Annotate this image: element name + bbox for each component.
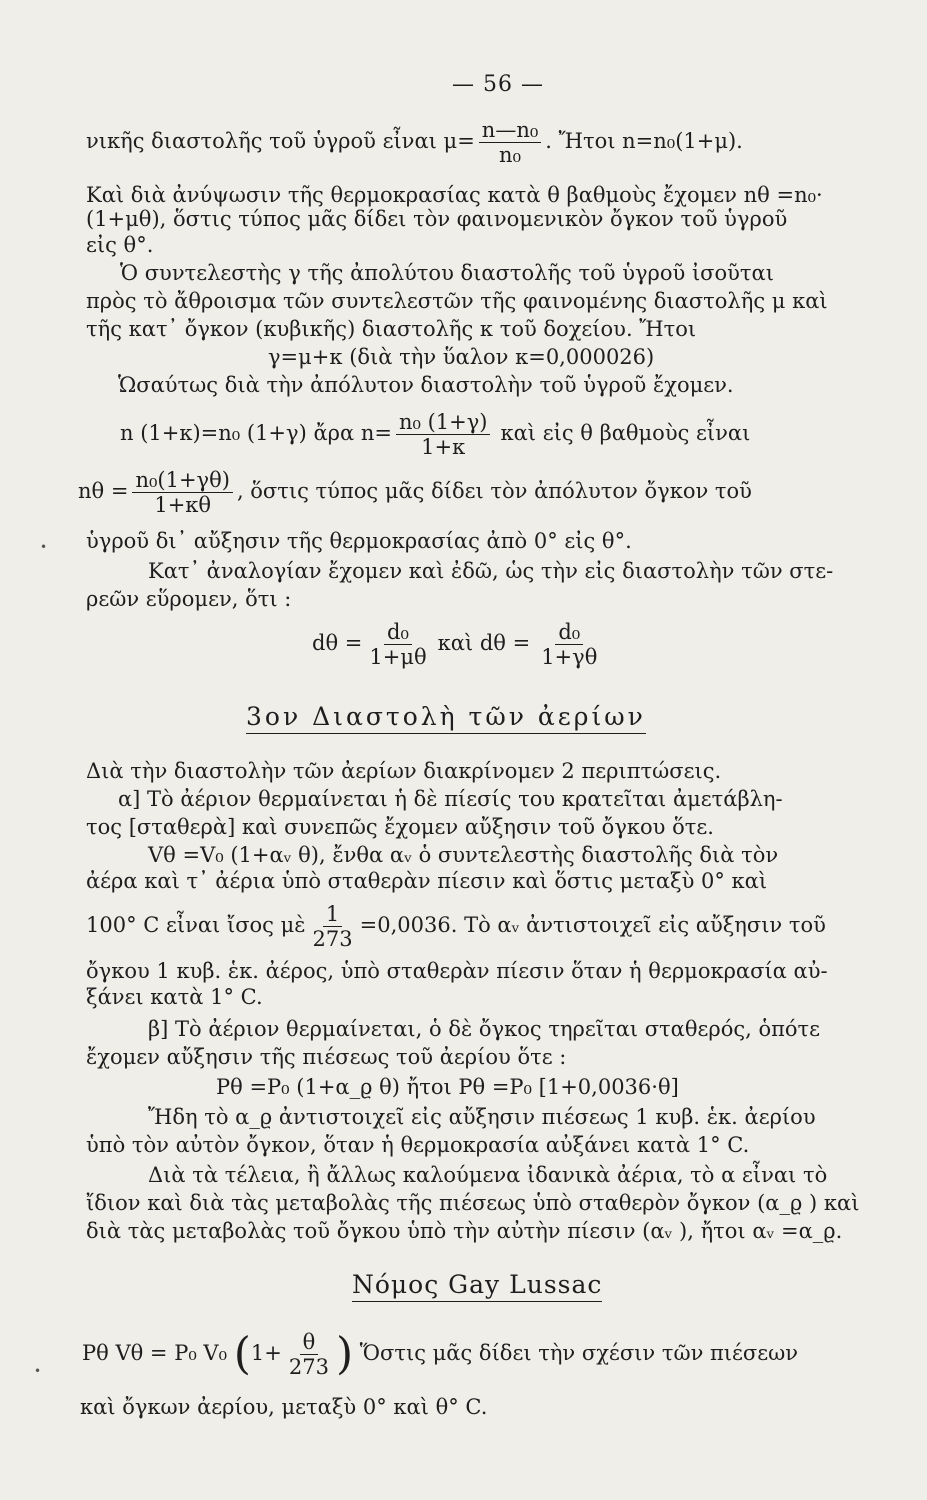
text-line: πρὸς τὸ ἄθροισμα τῶν συντελεστῶν τῆς φαινομένης διαστολῆς μ καὶ (86, 289, 828, 313)
fraction (366, 620, 429, 669)
text-line: Ὁ συντελεστὴς γ τῆς ἀπολύτου διαστολῆς τοῦ ὑγροῦ ἰσοῦται (120, 261, 774, 285)
text-line: καὶ ὄγκων ἀερίου, μεταξὺ 0° καὶ θ° C. (80, 1395, 488, 1419)
text-line: ξάνει κατὰ 1° C. (86, 985, 263, 1009)
text-line: Ὡσαύτως διὰ τὴν ἀπόλυτον διαστολὴν τοῦ ὑγροῦ ἔχομεν. (118, 373, 734, 397)
fraction (310, 902, 356, 951)
text-segment: καὶ εἰς θ βαθμοὺς εἶναι (500, 421, 751, 445)
section-heading: 3ον Διαστολὴ τῶν ἀερίων (246, 702, 646, 734)
text-line: Pθ =P₀ (1+α_ϱ θ) ἤτοι Pθ =P₀ [1+0,0036·θ] (216, 1075, 679, 1099)
text-line: ὑγροῦ δι᾿ αὔξησιν τῆς θερμοκρασίας ἀπὸ 0° εἰς θ°. (86, 529, 632, 553)
fraction (396, 410, 491, 459)
numerator: d₀ (555, 620, 583, 645)
numerator: n—n₀ (479, 118, 541, 143)
text-line (78, 468, 752, 517)
margin-speck: • (34, 1364, 42, 1378)
text-line (86, 118, 743, 167)
text-line (86, 902, 826, 951)
denominator: 273 (288, 1355, 329, 1379)
text-segment: =0,0036. Τὸ αᵥ ἀντιστοιχεῖ εἰς αὔξησιν τοῦ (359, 913, 826, 937)
text-segment: . Ἤτοι n=n₀(1+μ). (545, 129, 743, 153)
denominator: 1+κ (421, 435, 466, 459)
denominator: 1+γθ (541, 645, 598, 669)
text-line: Διὰ τὰ τέλεια, ἢ ἄλλως καλούμενα ἰδανικὰ ἀέρια, τὸ α εἶναι τὸ (148, 1163, 828, 1187)
text-line: Pθ Vθ = P₀ V₀ (1+ $\frac{\theta}{273}$ ) Ὅστις μᾶς δίδει τὴν σχέσιν τῶν πιέσεων (82, 1328, 799, 1380)
text-line (312, 620, 604, 669)
numerator: n₀ (1+γ) (396, 410, 491, 435)
numerator: θ (300, 1330, 319, 1355)
text-line: β] Τὸ ἀέριον θερμαίνεται, ὁ δὲ ὄγκος τηρεῖται σταθερός, ὁπότε (148, 1017, 821, 1041)
text-segment: n (1+κ)=n₀ (1+γ) ἄρα n= (120, 421, 392, 445)
text-line: ὄγκου 1 κυβ. ἑκ. ἀέρος, ὑπὸ σταθερὰν πίεσιν ὅταν ἡ θερμοκρασία αὐ- (86, 959, 828, 983)
text-line: ἀέρα καὶ τ᾿ ἀέρια ὑπὸ σταθερὰν πίεσιν καὶ ὅστις μεταξὺ 0° καὶ (86, 869, 768, 893)
text-line: διὰ τὰς μεταβολὰς τοῦ ὄγκου ὑπὸ τὴν αὐτὴν πίεσιν (αᵥ ), ἤτοι αᵥ =α_ϱ. (86, 1219, 843, 1243)
text-line: Ἤδη τὸ α_ϱ ἀντιστοιχεῖ εἰς αὔξησιν πιέσεως 1 κυβ. ἑκ. ἀερίου (148, 1105, 816, 1129)
text-line (120, 410, 750, 459)
text-line: Καὶ διὰ ἀνύψωσιν τῆς θερμοκρασίας κατὰ θ βαθμοὺς ἔχομεν nθ =n₀· (86, 183, 823, 207)
text-line: ὑπὸ τὸν αὐτὸν ὄγκον, ὅταν ἡ θερμοκρασία αὐξάνει κατὰ 1° C. (86, 1133, 750, 1157)
text-line: ἔχομεν αὔξησιν τῆς πιέσεως τοῦ ἀερίου ὅτε : (86, 1045, 567, 1069)
text-line: Vθ =V₀ (1+αᵥ θ), ἔνθα αᵥ ὁ συντελεστὴς διαστολῆς διὰ τὸν (148, 843, 779, 867)
margin-speck: • (40, 540, 48, 554)
text-segment: nθ = (78, 479, 129, 503)
fraction (538, 620, 600, 669)
text-line: εἰς θ°. (86, 233, 154, 257)
text-segment: , ὅστις τύπος μᾶς δίδει τὸν ἀπόλυτον ὄγκον τοῦ (236, 479, 752, 503)
denominator: 1+μθ (369, 645, 427, 669)
text-segment: Pθ Vθ = P₀ V₀ (82, 1341, 228, 1365)
text-line: Διὰ τὴν διαστολὴν τῶν ἀερίων διακρίνομεν 2 περιπτώσεις. (86, 759, 722, 783)
text-line: γ=μ+κ (διὰ τὴν ὕαλον κ=0,000026) (268, 345, 655, 369)
page-number: — 56 — (452, 72, 544, 97)
denominator: 273 (312, 927, 353, 951)
text-line: α] Τὸ ἀέριον θερμαίνεται ἡ δὲ πίεσίς του κρατεῖται ἀμετάβλη- (118, 787, 783, 811)
text-line: τῆς κατ᾿ ὄγκον (κυβικῆς) διαστολῆς κ τοῦ δοχείου. Ἤτοι (86, 317, 697, 341)
fraction (132, 468, 232, 517)
text-line: (1+μθ), ὅστις τύπος μᾶς δίδει τὸν φαινομενικὸν ὄγκον τοῦ ὑγροῦ (86, 207, 788, 231)
text-segment: καὶ dθ = (437, 631, 531, 655)
text-segment: dθ = (312, 631, 363, 655)
numerator: n₀(1+γθ) (132, 468, 232, 493)
text-segment: Ὅστις μᾶς δίδει τὴν σχέσιν τῶν πιέσεων (359, 1341, 799, 1365)
denominator: 1+κθ (154, 493, 212, 517)
right-paren: ) (335, 1328, 354, 1380)
text-segment: νικῆς διαστολῆς τοῦ ὑγροῦ εἶναι μ= (86, 129, 475, 153)
text-line: τος [σταθερὰ] καὶ συνεπῶς ἔχομεν αὔξησιν τοῦ ὄγκου ὅτε. (86, 815, 714, 839)
law-heading: Νόμος Gay Lussac (352, 1270, 602, 1302)
denominator: n₀ (499, 143, 521, 167)
text-line: Κατ᾿ ἀναλογίαν ἔχομεν καὶ ἐδῶ, ὡς τὴν εἰς διαστολὴν τῶν στε- (148, 559, 834, 583)
numerator: 1 (323, 902, 342, 927)
text-line: ρεῶν εὕρομεν, ὅτι : (86, 587, 292, 611)
text-line: ἴδιον καὶ διὰ τὰς μεταβολὰς τῆς πιέσεως ὑπὸ σταθερὸν ὄγκον (α_ϱ ) καὶ (86, 1191, 860, 1215)
numerator: d₀ (384, 620, 412, 645)
text-segment: 100° C εἶναι ἴσος μὲ (86, 913, 306, 937)
left-paren: ( (233, 1328, 251, 1380)
fraction (286, 1330, 332, 1379)
fraction (479, 118, 541, 167)
